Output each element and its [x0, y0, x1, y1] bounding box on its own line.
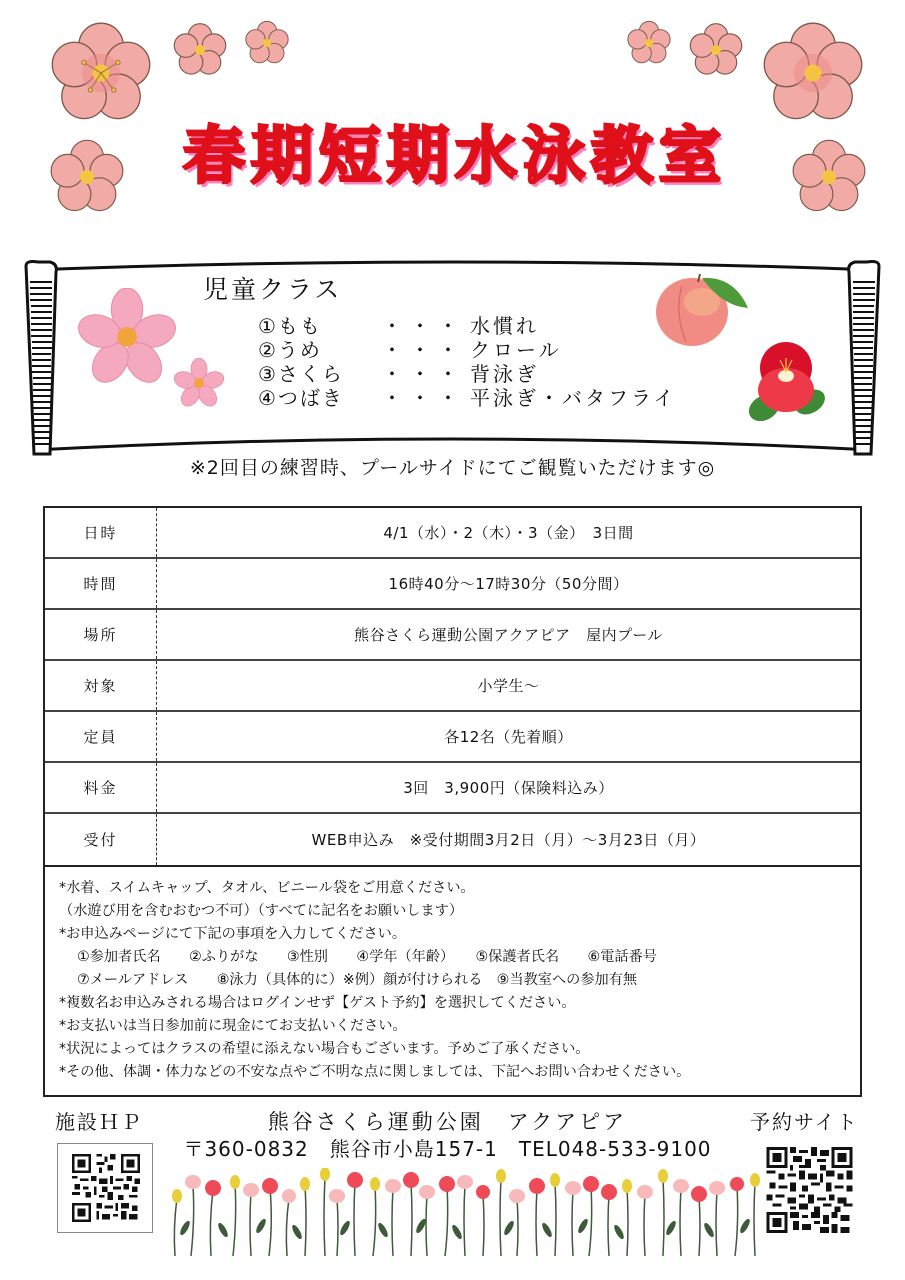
row-value: WEB申込み ※受付期間3月2日（月）～3月23日（月）: [311, 831, 706, 849]
note-line: *複数名お申込みされる場合はログインせず【ゲスト予約】を選択してください。: [59, 995, 576, 1011]
qr-code-icon: [72, 1150, 140, 1226]
note-line: *状況によってはクラスの希望に添えない場合もございます。予めご了承ください。: [59, 1041, 590, 1057]
note-line: *その他、体調・体力などの不安な点やご不明な点に関しましては、下記へお問い合わせください。: [59, 1064, 691, 1080]
row-label: 定員: [45, 712, 157, 761]
plum-blossom-icon: [48, 20, 154, 126]
plum-blossom-icon: [688, 22, 744, 78]
class-description: 水慣れ: [470, 314, 539, 338]
note-line: *お申込みページにて下記の事項を入力してください。: [59, 926, 407, 942]
plum-blossom-icon: [760, 20, 866, 126]
class-name: ④つばき: [258, 386, 344, 410]
cherry-blossom-icon: [76, 288, 178, 386]
class-name: ③さくら: [258, 362, 344, 386]
row-value: 小学生～: [477, 677, 540, 695]
facility-hp-qr-code[interactable]: [57, 1143, 153, 1233]
notes-box: [43, 865, 862, 1097]
note-line: ①参加者氏名 ②ふりがな ③性別 ④学年（年齢） ⑤保護者氏名 ⑥電話番号: [77, 949, 657, 965]
qr-code-icon: [766, 1147, 853, 1233]
row-value: 熊谷さくら運動公園アクアピア 屋内プール: [354, 626, 663, 644]
plum-blossom-icon: [172, 22, 228, 78]
row-label: 場所: [45, 610, 157, 659]
viewing-notice: ※2回目の練習時、プールサイドにてご観覧いただけます◎: [189, 457, 716, 479]
class-item: [258, 314, 676, 338]
class-item: [258, 386, 676, 410]
plum-blossom-icon: [244, 20, 290, 66]
class-list: [258, 314, 676, 410]
table-row: [45, 712, 860, 763]
note-line: ⑦メールアドレス ⑧泳力（具体的に）※例）顔が付けられる ⑨当教室への参加有無: [77, 972, 638, 988]
row-label: 対象: [45, 661, 157, 710]
row-label: 時間: [45, 559, 157, 608]
row-label: 料金: [45, 763, 157, 812]
class-leader-dots: ・・・: [382, 314, 466, 338]
reservation-site-qr-code[interactable]: [762, 1145, 857, 1235]
cherry-blossom-icon: [172, 358, 226, 408]
table-row: [45, 661, 860, 712]
table-row: [45, 559, 860, 610]
plum-blossom-icon: [790, 138, 868, 216]
reservation-site-label: 予約サイト: [750, 1110, 859, 1134]
table-row: [45, 763, 860, 814]
class-leader-dots: ・・・: [382, 338, 466, 362]
class-leader-dots: ・・・: [382, 362, 466, 386]
class-description: 平泳ぎ・バタフライ: [470, 386, 677, 410]
row-value: 各12名（先着順）: [444, 728, 573, 746]
note-line: *お支払いは当日参加前に現金にてお支払いください。: [59, 1018, 407, 1034]
facility-hp-label: 施設ＨＰ: [55, 1110, 143, 1134]
class-item: [258, 362, 676, 386]
class-item: [258, 338, 676, 362]
class-description: クロール: [470, 338, 562, 362]
table-row: [45, 610, 860, 661]
tulip-border-decoration: [165, 1168, 760, 1258]
row-value: 3回 3,900円（保険料込み）: [403, 779, 614, 797]
plum-blossom-icon: [626, 20, 672, 66]
table-row: [45, 814, 860, 865]
page-title: 春期短期水泳教室: [182, 119, 727, 192]
note-line: *水着、スイムキャップ、タオル、ビニール袋をご用意ください。: [59, 880, 475, 896]
row-label: 日時: [45, 508, 157, 557]
class-description: 背泳ぎ: [470, 362, 539, 386]
row-value: 4/1（水）・2（木）・3（金） 3日間: [383, 524, 634, 542]
class-leader-dots: ・・・: [382, 386, 466, 410]
note-line: （水遊び用を含むおむつ不可）（すべてに記名をお願いします）: [59, 903, 464, 919]
camellia-icon: [742, 338, 830, 424]
class-name: ②うめ: [258, 338, 322, 362]
facility-name: 熊谷さくら運動公園 アクアピア: [267, 1110, 628, 1134]
class-section-title: 児童クラス: [203, 275, 343, 304]
row-label: 受付: [45, 814, 157, 865]
info-table: [43, 506, 862, 867]
class-name: ①もも: [258, 314, 322, 338]
table-row: [45, 508, 860, 559]
facility-address: 〒360-0832 熊谷市小島157-1 TEL048-533-9100: [183, 1137, 712, 1161]
plum-blossom-icon: [48, 138, 126, 216]
row-value: 16時40分～17時30分（50分間）: [388, 575, 629, 593]
